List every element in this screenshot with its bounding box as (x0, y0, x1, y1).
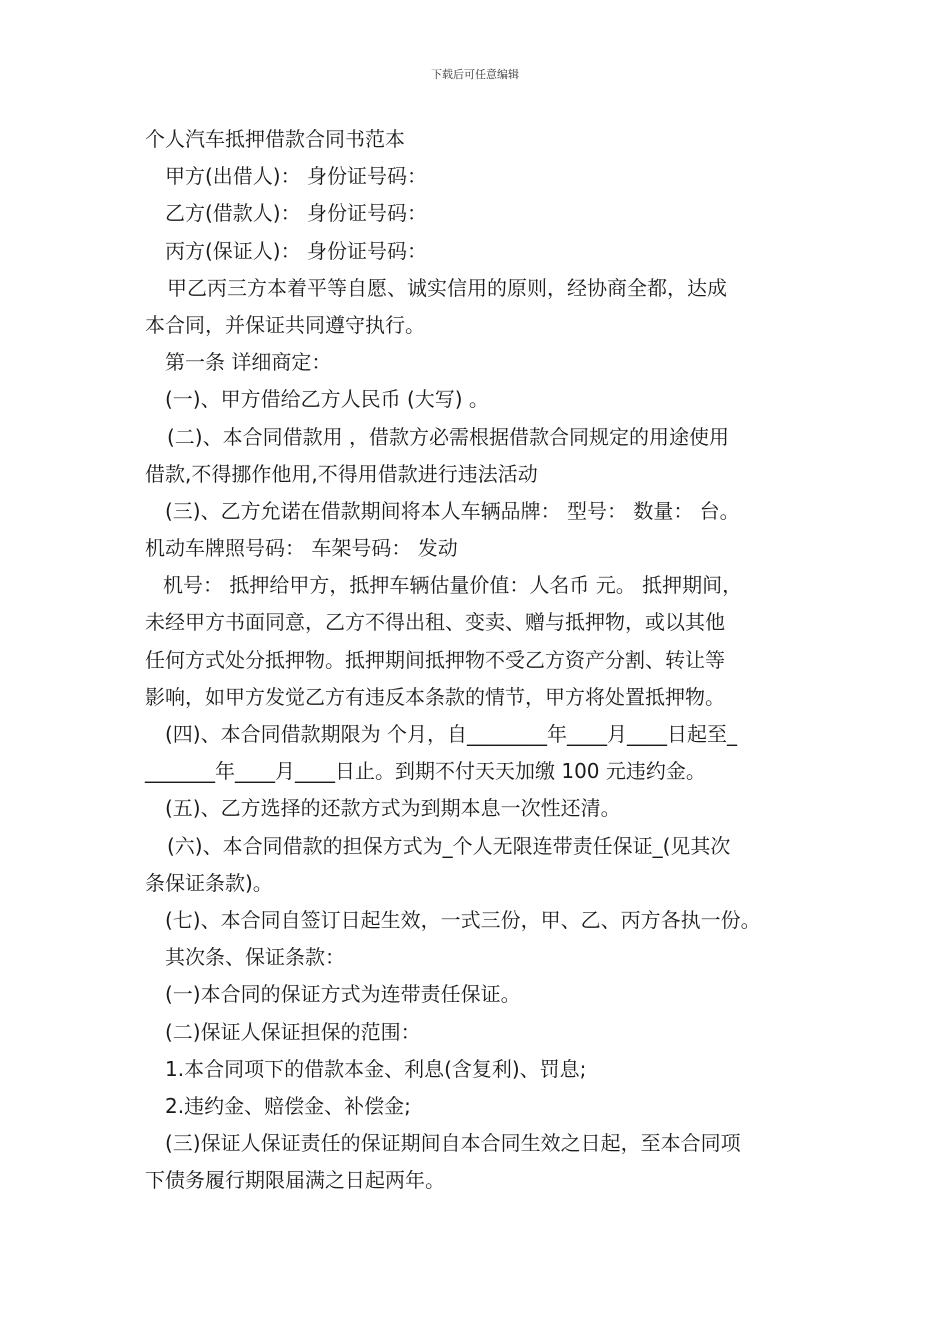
article-2-heading: 其次条、保证条款： (165, 945, 345, 970)
preamble-line-2: 本合同，并保证共同遵守执行。 (145, 312, 425, 337)
clause-2-2: (二)保证人保证担保的范围： (165, 1019, 421, 1044)
clause-1-1: (一)、甲方借给乙方人民币 (大写) 。 (165, 387, 489, 412)
clause-2-2-item-1: 1.本合同项下的借款本金、利息(含复利)、罚息; (165, 1056, 587, 1081)
clause-1-2-line-1: (二)、本合同借款用 ，借款方必需根据借款合同规定的用途使用 (167, 424, 729, 449)
clause-2-3-line-2: 下债务履行期限届满之日起两年。 (145, 1168, 445, 1193)
clause-1-4-line-2: _______年____月____日止。到期不付天天加缴 100 元违约金。 (145, 759, 706, 784)
clause-1-3-line-3: 机号： 抵押给甲方，抵押车辆估量价值：人名币 元。 抵押期间， (163, 573, 743, 598)
clause-1-3-line-1: (三)、乙方允诺在借款期间将本人车辆品牌： 型号： 数量： 台。 (165, 498, 740, 523)
clause-1-3-line-6: 影响，如甲方发觉乙方有违反本条款的情节，甲方将处置抵押物。 (145, 684, 725, 709)
party-c-line: 丙方(保证人)： 身份证号码： (165, 238, 427, 263)
document-body (145, 121, 820, 1199)
clause-1-4-line-1: (四)、本合同借款期限为 个月，自________年____月____日起至_ (165, 722, 737, 746)
clause-1-6-line-1: (六)、本合同借款的担保方式为_个人无限连带责任保证_(见其次 (167, 833, 731, 858)
clause-1-3-line-4: 未经甲方书面同意，乙方不得出租、变卖、赠与抵押物，或以其他 (145, 610, 725, 635)
clause-1-7: (七)、本合同自签订日起生效，一式三份，甲、乙、丙方各执一份。 (165, 907, 761, 932)
preamble-line-1: 甲乙丙三方本着平等自愿、诚实信用的原则，经协商全都，达成 (167, 275, 727, 300)
header-note: 下载后可任意编辑 (431, 68, 519, 81)
party-a-line: 甲方(出借人)： 身份证号码： (165, 164, 427, 189)
clause-2-3-line-1: (三)保证人保证责任的保证期间自本合同生效之日起，至本合同项 (165, 1131, 741, 1156)
document-title: 个人汽车抵押借款合同书范本 (145, 127, 405, 151)
clause-2-2-item-2: 2.违约金、赔偿金、补偿金; (165, 1093, 411, 1118)
clause-1-3-line-5: 任何方式处分抵押物。抵押期间抵押物不受乙方资产分割、转让等 (145, 647, 725, 672)
clause-1-5: (五)、乙方选择的还款方式为到期本息一次性还清。 (165, 796, 621, 821)
clause-1-2-line-2: 借款,不得挪作他用,不得用借款进行违法活动 (145, 461, 538, 486)
clause-1-6-line-2: 条保证条款)。 (145, 870, 273, 895)
article-1-heading: 第一条 详细商定： (165, 350, 332, 375)
party-b-line: 乙方(借款人)： 身份证号码： (165, 201, 427, 226)
clause-2-1: (一)本合同的保证方式为连带责任保证。 (165, 982, 521, 1007)
clause-1-3-line-2: 机动车牌照号码： 车架号码： 发动 (145, 536, 458, 561)
